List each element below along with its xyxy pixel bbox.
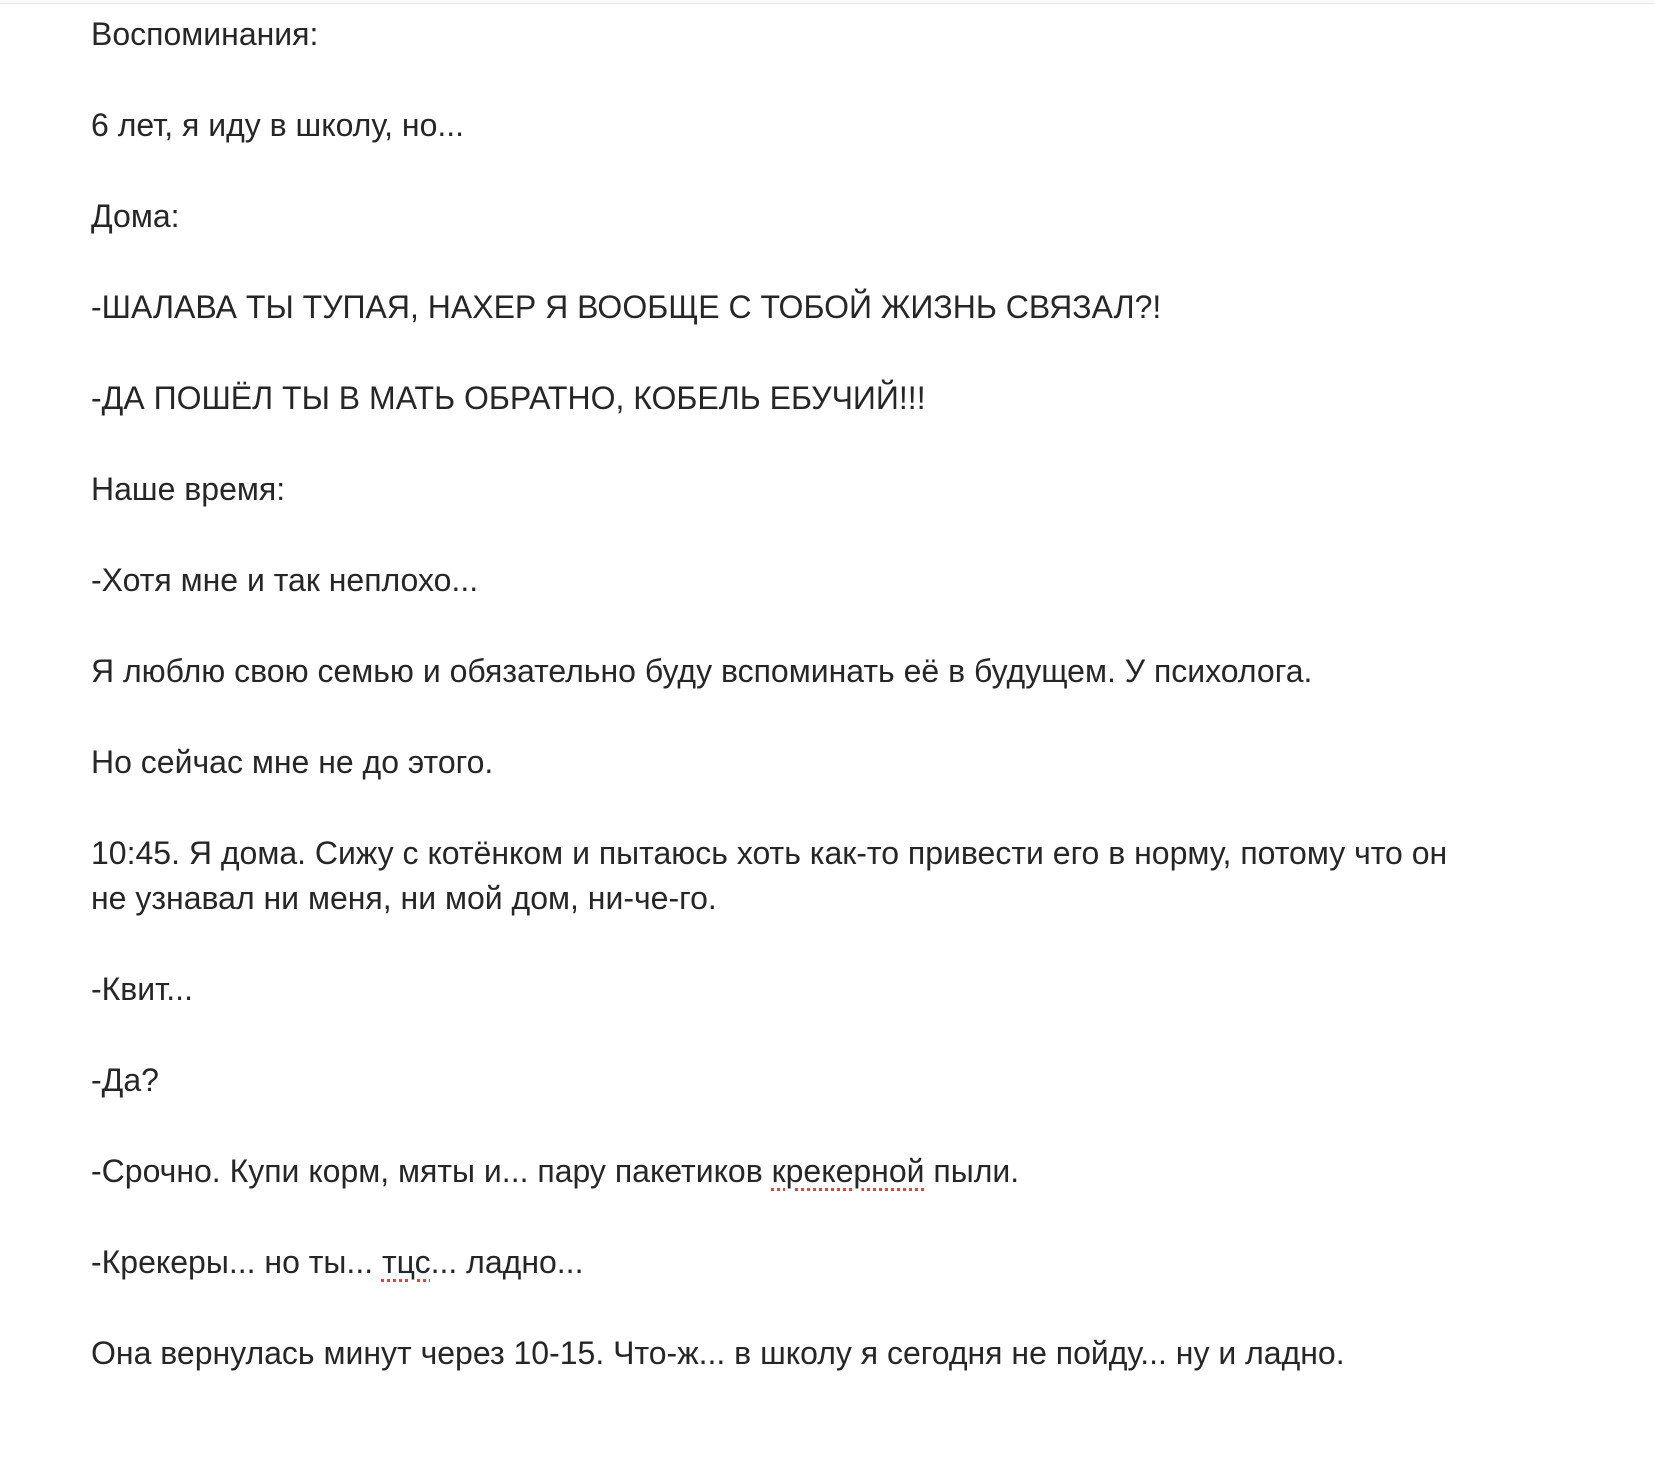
paragraph-line: 10:45. Я дома. Сижу с котёнком и пытаюсь хоть как-то привести его в норму, потому что он <box>91 835 1448 871</box>
paragraph-dialogue <box>91 1238 583 1286</box>
text-segment: пыли. <box>924 1153 1020 1189</box>
spellcheck-flagged-word[interactable]: тцс <box>381 1244 431 1280</box>
text-segment: -Срочно. Купи корм, мяты и... пару пакетиков <box>91 1153 772 1189</box>
paragraph-dialogue: -ДА ПОШЁЛ ТЫ В МАТЬ ОБРАТНО, КОБЕЛЬ ЕБУЧИЙ!!! <box>91 380 926 416</box>
paragraph: 6 лет, я иду в школу, но... <box>91 107 465 143</box>
paragraph-dialogue: -ШАЛАВА ТЫ ТУПАЯ, НАХЕР Я ВООБЩЕ С ТОБОЙ ЖИЗНЬ СВЯЗАЛ?! <box>91 289 1162 325</box>
paragraph-dialogue: -Квит... <box>91 971 193 1007</box>
text-segment: -Крекеры... но ты... <box>91 1244 382 1280</box>
paragraph-dialogue: -Хотя мне и так неплохо... <box>91 562 479 598</box>
paragraph: Она вернулась минут через 10-15. Что-ж... в школу я сегодня не пойду... ну и ладно. <box>91 1335 1345 1371</box>
paragraph-line: не узнавал ни меня, ни мой дом, ни-че-го. <box>91 880 717 916</box>
top-divider <box>0 0 1654 4</box>
paragraph-heading-memories: Воспоминания: <box>91 16 319 52</box>
text-segment: ... ладно... <box>430 1244 584 1280</box>
paragraph-heading-present: Наше время: <box>91 471 286 507</box>
spellcheck-flagged-word[interactable]: крекерной <box>771 1153 925 1189</box>
paragraph: Я люблю свою семью и обязательно буду вспоминать её в будущем. У психолога. <box>91 653 1313 689</box>
paragraph-dialogue: -Да? <box>91 1062 159 1098</box>
paragraph: Но сейчас мне не до этого. <box>91 744 494 780</box>
paragraph-dialogue <box>91 1147 1019 1195</box>
paragraph-heading-home: Дома: <box>91 198 180 234</box>
